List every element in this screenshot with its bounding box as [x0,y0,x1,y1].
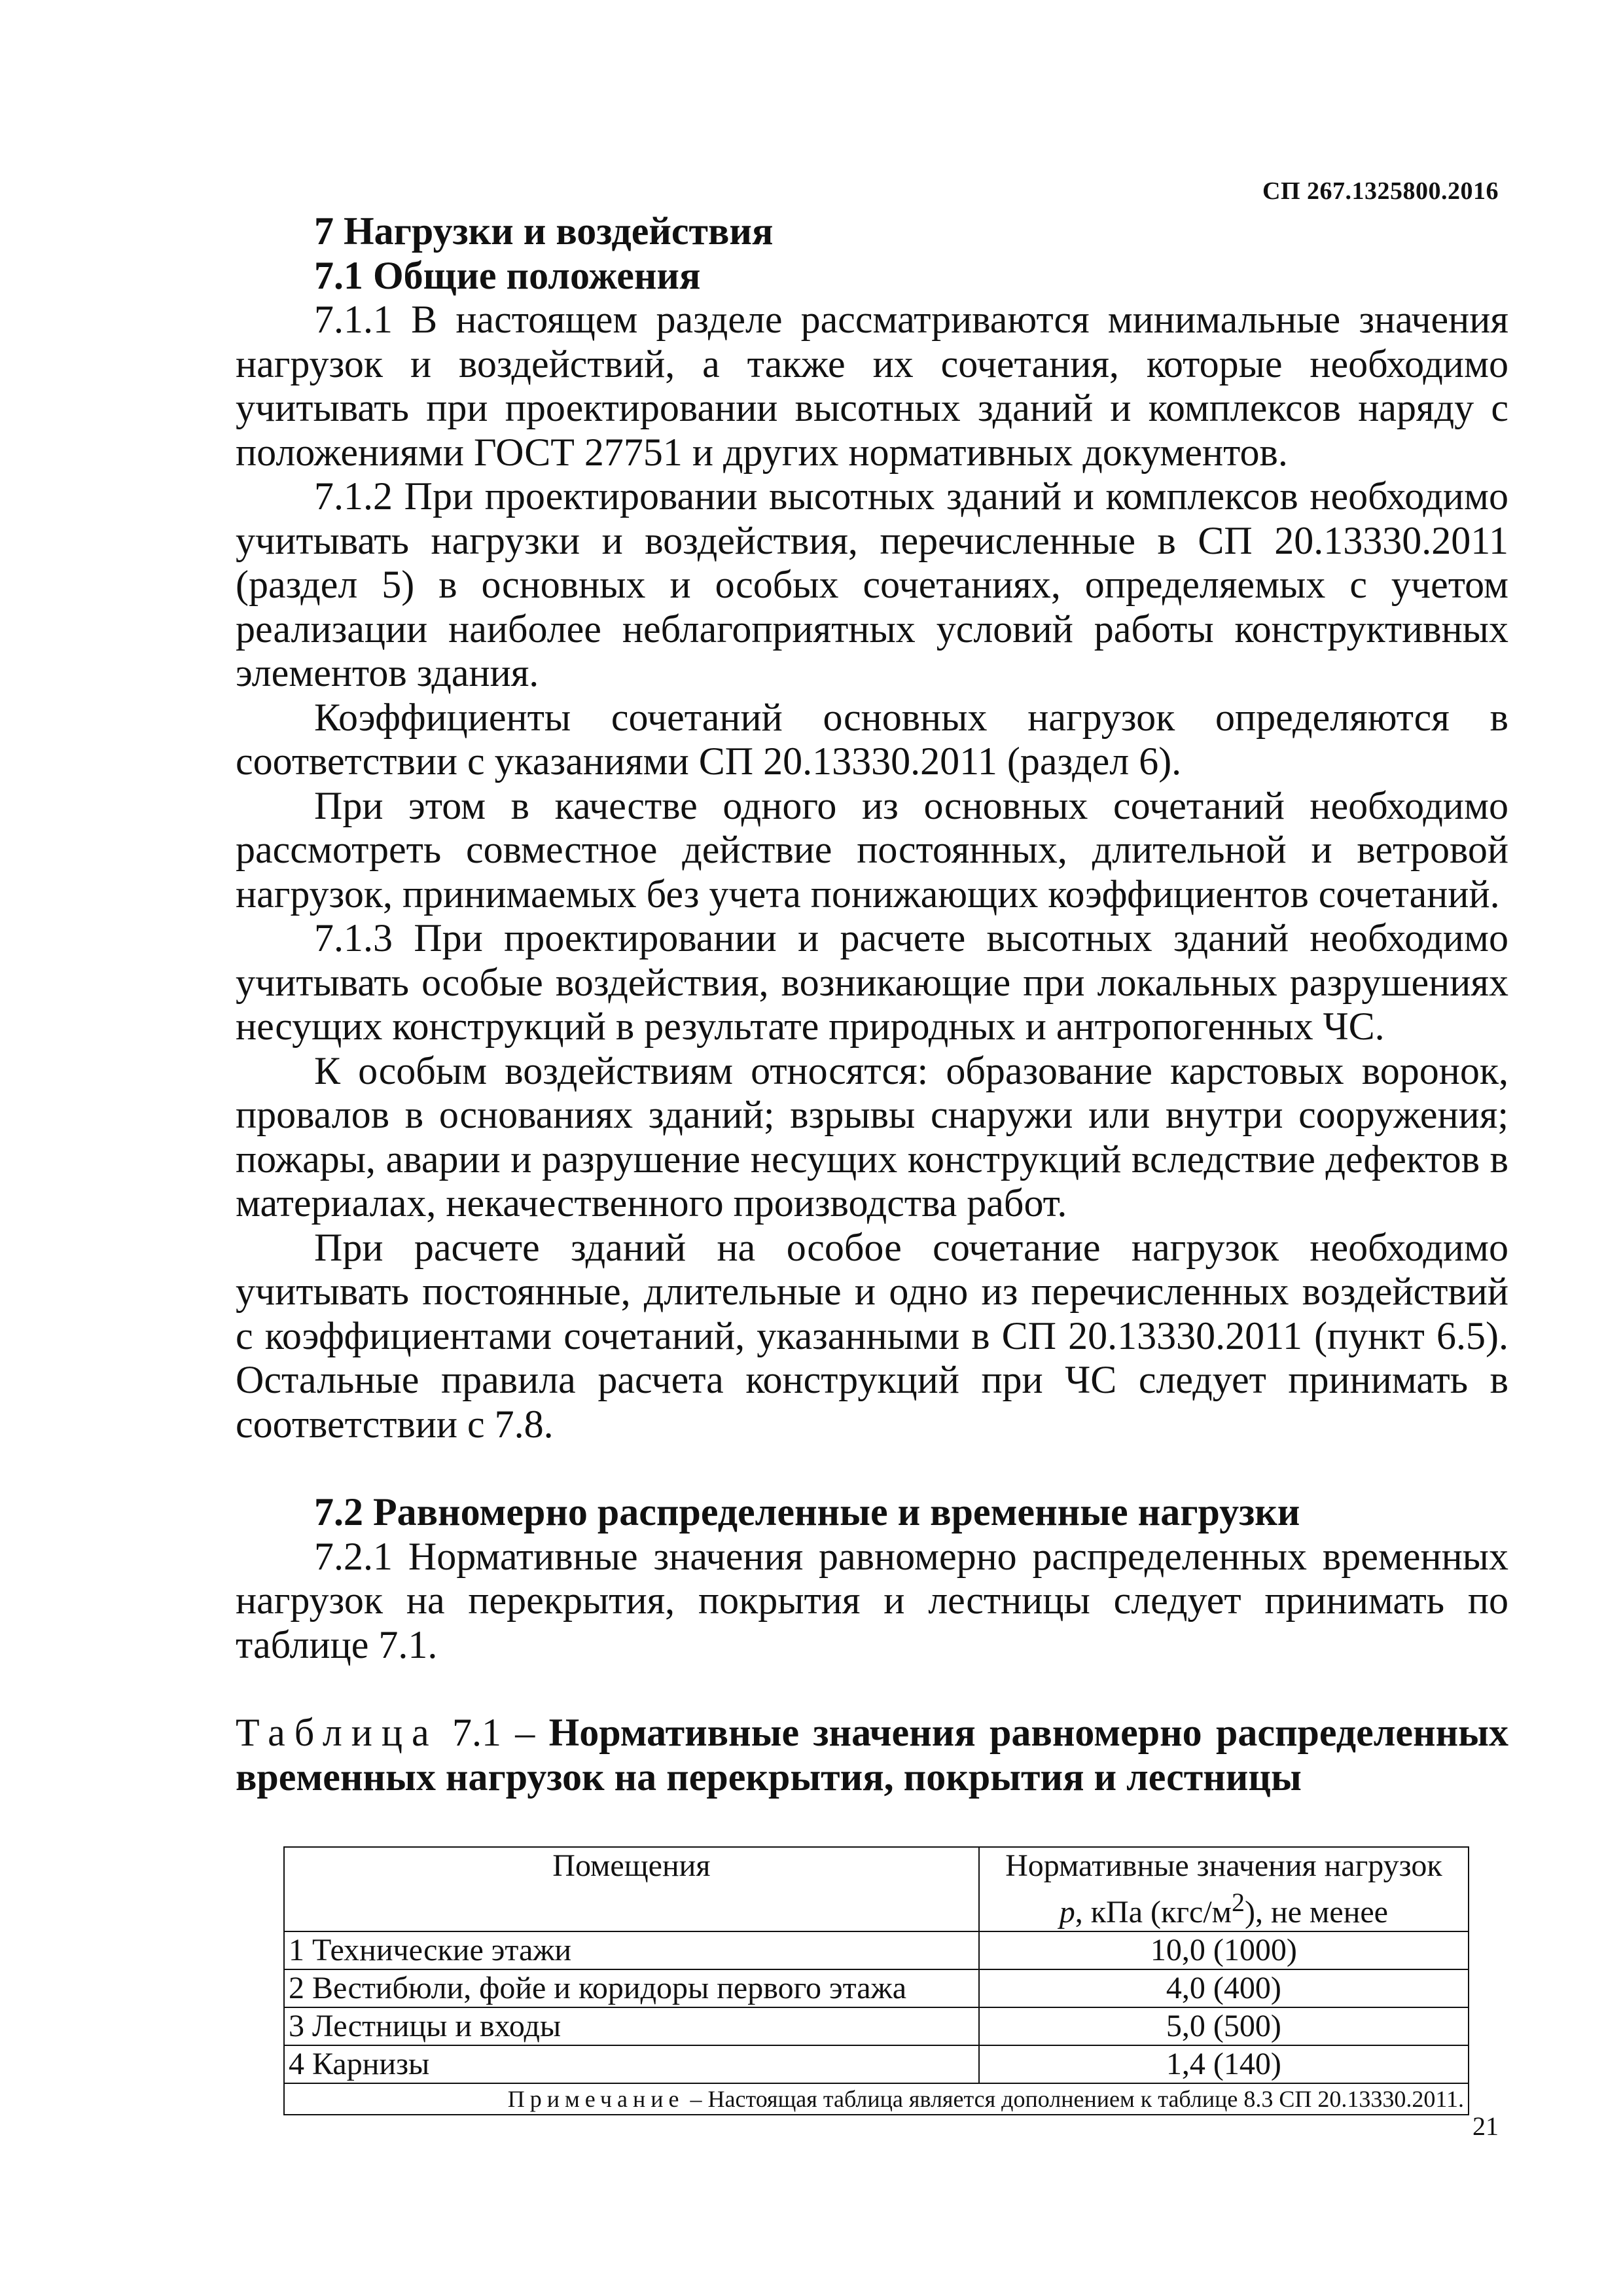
paragraph-7-1-1: 7.1.1 В настоящем разделе рассматриваются минимальные значения нагрузок и воздействий, а также их сочетания, которые необходимо учитывать при проектировании высотных зданий и комплексов наряду с положениями ГОСТ 27751 и других нормативных документов. [236,298,1508,474]
table-note [284,2083,1469,2115]
document-code: СП 267.1325800.2016 [1262,177,1499,205]
table-row [284,2045,1469,2083]
table-cell-room: 1 Технические этажи [284,1931,979,1969]
section-7-1-title: 7.1 Общие положения [314,253,701,297]
header-load-symbol: p [1059,1895,1075,1929]
table-caption-word: Таблица [236,1711,438,1754]
table-row [284,1931,1469,1969]
table-cell-room: 3 Лестницы и входы [284,2007,979,2045]
page-number: 21 [1472,2111,1499,2141]
table-row [284,1969,1469,2007]
header-rooms: Помещения [284,1847,979,1931]
page-content [236,209,1508,2115]
header-load-unit-start: , кПа (кгс/м [1075,1895,1232,1929]
paragraph-7-1-3: 7.1.3 При проектировании и расчете высотных зданий необходимо учитывать особые воздействия, возникающие при локальных разрушениях несущих конструкций в результате природных и антропогенных ЧС. [236,916,1508,1048]
table-cell-value: 1,4 (140) [979,2045,1469,2083]
table-caption-title: Нормативные значения равномерно распределенных временных нагрузок на перекрытия, покрытия и лестницы [236,1711,1509,1799]
table-caption-number: 7.1 – [452,1711,535,1754]
paragraph-7-2-1: 7.2.1 Нормативные значения равномерно распределенных временных нагрузок на перекрытия, покрытия и лестницы следует принимать по таблице 7.1. [236,1534,1508,1666]
table-cell-value: 4,0 (400) [979,1969,1469,2007]
table-caption [236,1711,1508,1799]
table-row [284,2007,1469,2045]
paragraph-7-1-2: 7.1.2 При проектировании высотных зданий и комплексов необходимо учитывать нагрузки и воздействия, перечисленные в СП 20.13330.2011 (раздел 5) в основных и особых сочетаниях, определяемых с учетом реализации наиболее неблагоприятных условий работы конструктивных элементов здания. [236,475,1508,694]
table-header-row [284,1847,1469,1931]
paragraph-special-combination: При расчете зданий на особое сочетание нагрузок необходимо учитывать постоянные, длительные и одно из перечисленных воздействий с коэффициентами сочетаний, указанными в СП 20.13330.2011 (пункт 6.5). Остальные правила расчета конструкций при ЧС следует принимать в соответствии с 7.8. [236,1225,1508,1446]
header-load-values [979,1847,1469,1931]
table-cell-room: 4 Карнизы [284,2045,979,2083]
paragraph-combination-coefficients: Коэффициенты сочетаний основных нагрузок определяются в соответствии с указаниями СП 20.13330.2011 (раздел 6). [236,695,1508,783]
table-note-row [284,2083,1469,2115]
table-cell-value: 5,0 (500) [979,2007,1469,2045]
paragraph-special-actions: К особым воздействиям относятся: образование карстовых воронок, провалов в основаниях зданий; взрывы снаружи или внутри сооружения; пожары, аварии и разрушение несущих конструкций вследствие дефектов в материалах, некачественного производства работ. [236,1049,1508,1225]
table-note-word: Примечание [507,2086,685,2112]
table-note-text: – Настоящая таблица является дополнением к таблице 8.3 СП 20.13330.2011. [684,2086,1464,2112]
loads-table [283,1846,1469,2115]
section-7-title: 7 Нагрузки и воздействия [314,209,774,253]
paragraph-basic-combination: При этом в качестве одного из основных сочетаний необходимо рассмотреть совместное действие постоянных, длительной и ветровой нагрузок, принимаемых без учета понижающих коэффициентов сочетаний. [236,783,1508,916]
header-load-unit-end: ), не менее [1245,1895,1388,1929]
section-7-2-title: 7.2 Равномерно распределенные и временные нагрузки [314,1490,1300,1534]
header-load-values-line1: Нормативные значения нагрузок [1005,1848,1442,1883]
table-cell-value: 10,0 (1000) [979,1931,1469,1969]
table-cell-room: 2 Вестибюли, фойе и коридоры первого этажа [284,1969,979,2007]
header-load-unit-sup: 2 [1232,1888,1245,1917]
